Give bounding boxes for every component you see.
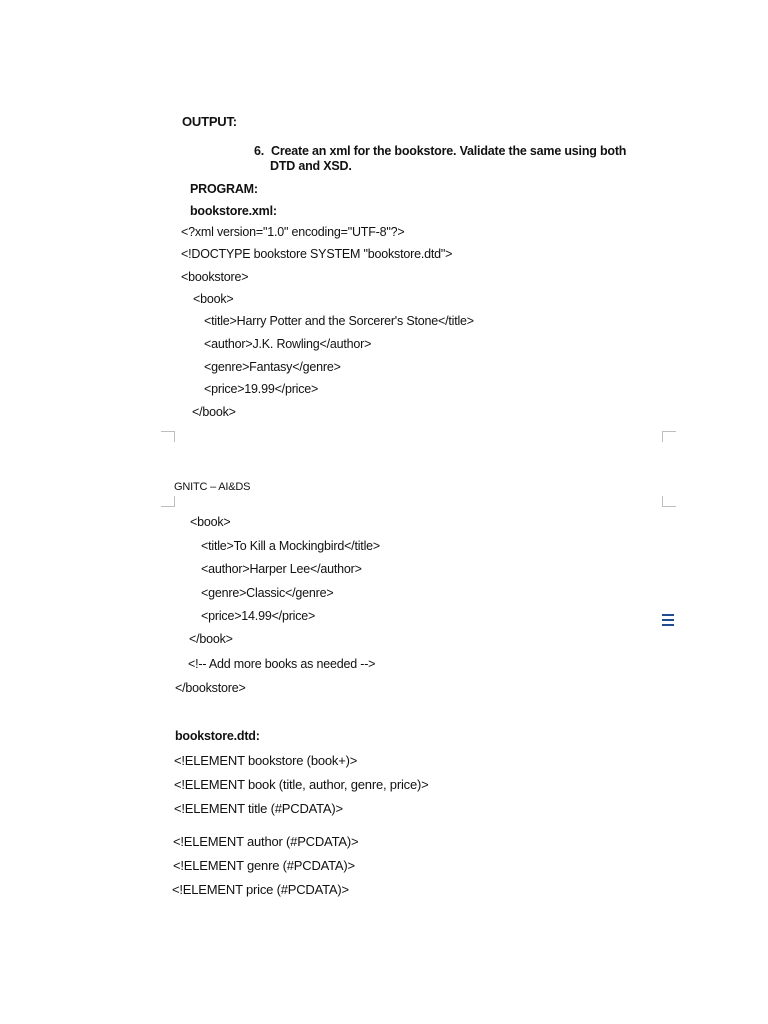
program-label: PROGRAM:: [190, 182, 258, 196]
page-corner-mark: [161, 431, 175, 442]
dtd-line: <!ELEMENT book (title, author, genre, price)>: [174, 777, 429, 792]
code-line: <price>14.99</price>: [201, 609, 316, 623]
question-text-line1: Create an xml for the bookstore. Validate the same using both: [271, 144, 627, 158]
code-line: <?xml version="1.0" encoding="UTF-8"?>: [181, 225, 405, 239]
dtd-line: <!ELEMENT title (#PCDATA)>: [174, 801, 343, 816]
code-comment: <!-- Add more books as needed -->: [188, 657, 376, 671]
page-corner-mark: [662, 431, 676, 442]
xml-file-label: bookstore.xml:: [190, 204, 277, 218]
code-line: <genre>Classic</genre>: [201, 586, 334, 600]
page-corner-mark: [662, 496, 676, 507]
code-line: <author>Harper Lee</author>: [201, 562, 362, 576]
page-corner-mark: [161, 496, 175, 507]
code-line: </book>: [192, 405, 236, 419]
dtd-file-label: bookstore.dtd:: [175, 729, 260, 743]
output-label: OUTPUT:: [182, 114, 237, 129]
code-line: <author>J.K. Rowling</author>: [204, 337, 372, 351]
page-header: GNITC – AI&DS: [174, 481, 251, 493]
question-text-line2: DTD and XSD.: [270, 159, 352, 173]
code-line: <book>: [193, 292, 234, 306]
code-line: </bookstore>: [175, 681, 246, 695]
menu-icon[interactable]: [662, 614, 674, 627]
dtd-line: <!ELEMENT genre (#PCDATA)>: [173, 858, 355, 873]
code-line: <title>Harry Potter and the Sorcerer's Stone</title>: [204, 314, 474, 328]
dtd-line: <!ELEMENT author (#PCDATA)>: [173, 834, 359, 849]
code-line: <price>19.99</price>: [204, 382, 319, 396]
question-number: 6.: [254, 144, 265, 158]
code-line: <genre>Fantasy</genre>: [204, 360, 341, 374]
dtd-line: <!ELEMENT price (#PCDATA)>: [172, 882, 349, 897]
dtd-line: <!ELEMENT bookstore (book+)>: [174, 753, 358, 768]
code-line: <title>To Kill a Mockingbird</title>: [201, 539, 381, 553]
code-line: <book>: [190, 515, 231, 529]
code-line: <!DOCTYPE bookstore SYSTEM "bookstore.dtd">: [181, 247, 453, 261]
code-line: </book>: [189, 632, 233, 646]
code-line: <bookstore>: [181, 270, 249, 284]
